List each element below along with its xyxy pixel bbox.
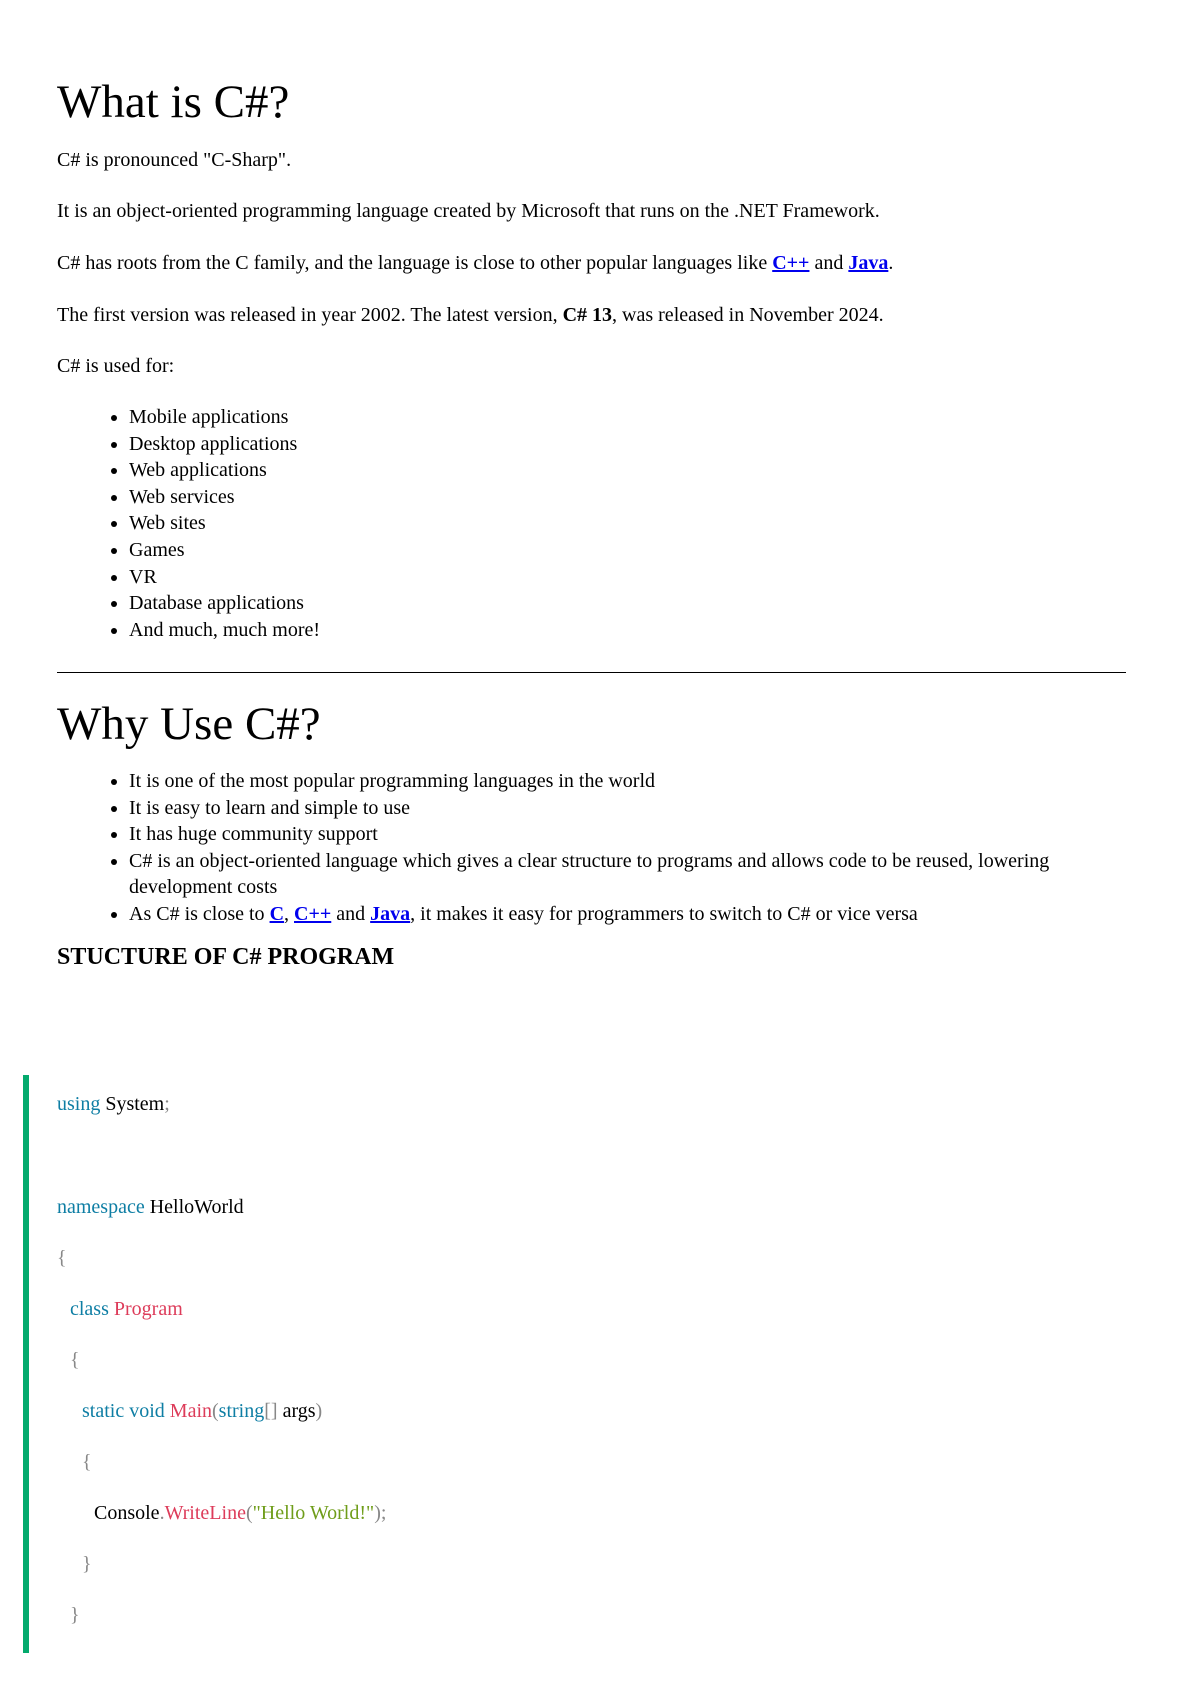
- versions-text-before: The first version was released in year 2002. The latest version,: [57, 304, 563, 326]
- code-line-brace: [82, 1450, 92, 1474]
- list-item: • It is easy to learn and simple to use: [129, 795, 1129, 822]
- list-item: • It is one of the most popular programming languages in the world: [129, 768, 1129, 795]
- code-line-brace: [82, 1552, 92, 1576]
- code-method-name: Main: [164, 1400, 212, 1422]
- code-keyword: using: [57, 1093, 101, 1115]
- list-item: • Web sites: [129, 510, 320, 537]
- list-item: • Web services: [129, 484, 320, 511]
- code-keyword: static: [82, 1400, 125, 1422]
- code-text: Console: [94, 1502, 160, 1524]
- list-item: • Web applications: [129, 457, 320, 484]
- list-item: [129, 901, 1129, 928]
- list-item: • And much, much more!: [129, 617, 320, 644]
- list-item: • Database applications: [129, 590, 320, 617]
- code-line-namespace: [57, 1195, 244, 1219]
- code-punct: {: [57, 1247, 67, 1269]
- uses-list: [57, 404, 320, 643]
- paragraph-roots: [57, 251, 893, 275]
- versions-text-after: , was released in November 2024.: [612, 304, 884, 326]
- heading-what-is-csharp: What is C#?: [57, 76, 290, 128]
- code-class-name: Program: [108, 1298, 183, 1320]
- code-punct: (: [245, 1502, 253, 1524]
- list-item: • It has huge community support: [129, 821, 1129, 848]
- code-method-name: WriteLine: [164, 1502, 246, 1524]
- code-line-main: [82, 1399, 322, 1423]
- paragraph-versions: [57, 303, 884, 327]
- paragraph-used-for: C# is used for:: [57, 355, 175, 377]
- code-line-brace: [57, 1246, 67, 1270]
- code-text: args: [277, 1400, 316, 1422]
- code-punct: }: [70, 1604, 80, 1626]
- reason-text-before: As C# is close to: [129, 902, 270, 925]
- code-block-accent-bar: [23, 1075, 29, 1653]
- code-punct: );: [374, 1502, 387, 1524]
- code-text: HelloWorld: [144, 1196, 244, 1218]
- code-line-brace: [70, 1348, 80, 1372]
- roots-text-after: .: [888, 252, 894, 274]
- code-keyword: class: [70, 1298, 109, 1320]
- code-line-class: [70, 1297, 183, 1321]
- code-punct: }: [82, 1553, 92, 1575]
- roots-text-before: C# has roots from the C family, and the language is close to other popular languages like: [57, 252, 773, 274]
- code-punct: (: [212, 1400, 219, 1422]
- latest-version-bold: C# 13: [562, 304, 613, 326]
- reason-text-mid: and: [331, 902, 371, 925]
- code-punct: {: [82, 1451, 92, 1473]
- list-item: • VR: [129, 564, 320, 591]
- code-keyword: namespace: [57, 1196, 145, 1218]
- code-punct: .: [159, 1502, 165, 1524]
- code-line-writeline: [94, 1501, 386, 1525]
- reason-text-after: , it makes it easy for programmers to switch to C# or vice versa: [410, 902, 918, 925]
- list-item: • C# is an object-oriented language which gives a clear structure to programs and allows code to be reused, lowering development costs: [129, 848, 1129, 901]
- list-item: • Desktop applications: [129, 431, 320, 458]
- code-punct: ): [315, 1400, 323, 1422]
- code-line-using: [57, 1092, 170, 1116]
- paragraph-pronunciation: C# is pronounced "C-Sharp".: [57, 149, 292, 171]
- code-punct: {: [70, 1349, 80, 1371]
- horizontal-divider: [57, 672, 1126, 673]
- paragraph-definition: It is an object-oriented programming language created by Microsoft that runs on the .NET Framework.: [57, 200, 880, 222]
- list-item: • Mobile applications: [129, 404, 320, 431]
- roots-text-mid: and: [809, 252, 849, 274]
- code-punct: ;: [164, 1093, 170, 1115]
- code-text: System: [100, 1093, 165, 1115]
- heading-structure: STUCTURE OF C# PROGRAM: [57, 944, 395, 970]
- list-item: • Games: [129, 537, 320, 564]
- link-cpp[interactable]: C++: [772, 252, 810, 274]
- code-keyword: void: [124, 1400, 165, 1422]
- reasons-list: [57, 768, 1129, 928]
- link-java[interactable]: Java: [848, 252, 889, 274]
- link-java[interactable]: Java: [370, 902, 411, 925]
- link-c[interactable]: C: [269, 902, 285, 925]
- heading-why-use-csharp: Why Use C#?: [57, 698, 321, 750]
- link-cpp[interactable]: C++: [294, 902, 332, 925]
- code-punct: []: [264, 1400, 278, 1422]
- code-string: "Hello World!": [252, 1502, 375, 1524]
- code-keyword: string: [218, 1400, 265, 1422]
- reason-text-sep: ,: [284, 902, 295, 925]
- code-line-brace: [70, 1603, 80, 1627]
